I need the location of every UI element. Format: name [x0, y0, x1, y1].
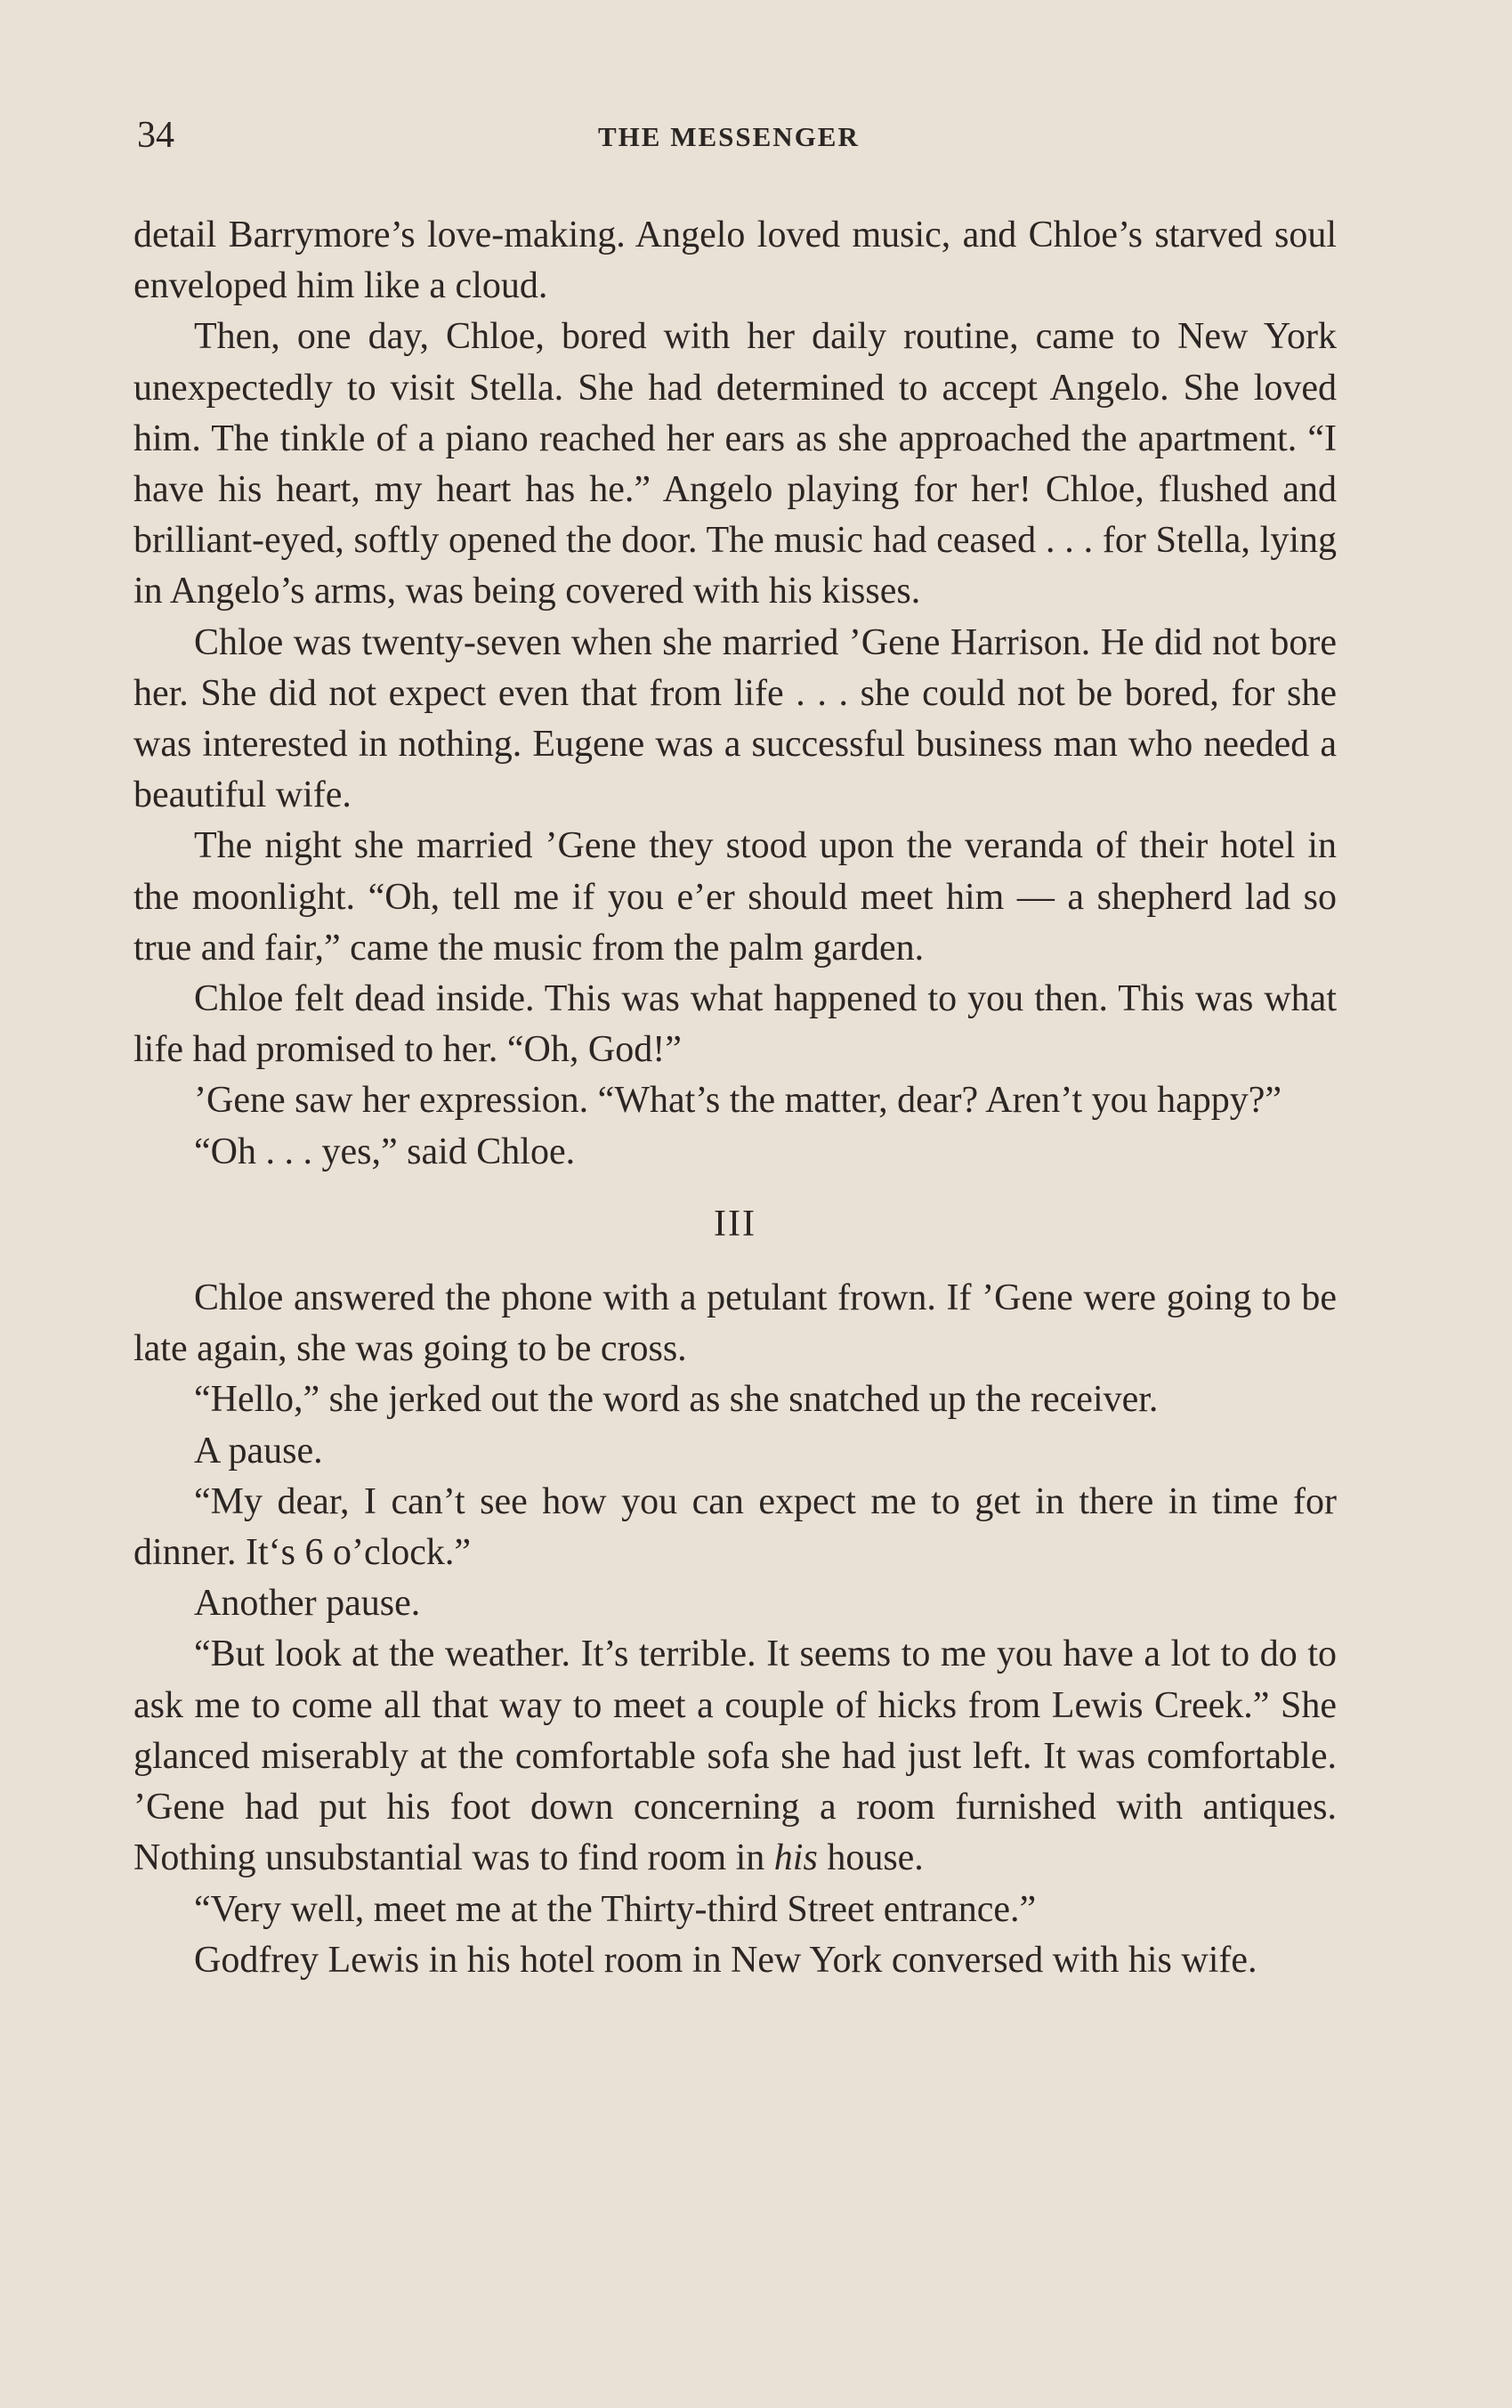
- paragraph: “My dear, I can’t see how you can expect me to get in there in time for dinner. It‘s 6 o’clock.”: [133, 1480, 1337, 1574]
- body-text: [133, 210, 1337, 1986]
- paragraph: Another pause.: [194, 1583, 421, 1625]
- running-head: [133, 114, 1337, 167]
- emphasis: his: [773, 1837, 818, 1879]
- paragraph: The night she married ’Gene they stood upon the veranda of their hotel in the moonlight. “Oh, tell me if you e’er should meet him — a shepherd lad so true and fair,” came the music from the palm garden.: [133, 825, 1337, 969]
- paragraph: “Hello,” she jerked out the word as she snatched up the receiver.: [194, 1379, 1159, 1421]
- paragraph-text: “But look at the weather. It’s terrible. It seems to me you have a lot to do to ask me to come all that way to meet a couple of hicks from Lewis Creek.” She glanced miserably at the comfortable sofa she had just left. It was comfortable. ’Gene had put his foot down concerning a room furnished with antiques. Nothing unsubstantial was to find room in: [133, 1634, 1337, 1879]
- paragraph: detail Barrymore’s love-making. Angelo loved music, and Chloe’s starved soul enveloped him like a cloud.: [133, 215, 1337, 307]
- journal-title: THE MESSENGER: [598, 121, 860, 152]
- paragraph: Then, one day, Chloe, bored with her daily routine, came to New York unexpectedly to visit Stella. She had determined to accept Angelo. She loved him. The tinkle of a piano reached her ears as she approached the apartment. “I have his heart, my heart has he.” Angelo playing for her! Chloe, flushed and brilliant-eyed, softly opened the door. The music had ceased . . . for Stella, lying in Angelo’s arms, was being covered with his kisses.: [133, 316, 1337, 612]
- section-heading: III: [714, 1203, 756, 1245]
- paragraph: A pause.: [194, 1430, 323, 1472]
- paragraph: “Oh . . . yes,” said Chloe.: [194, 1131, 576, 1172]
- paragraph: “Very well, meet me at the Thirty-third Street entrance.”: [194, 1888, 1037, 1930]
- paragraph: Godfrey Lewis in his hotel room in New York conversed with his wife.: [194, 1939, 1257, 1981]
- paragraph: Chloe was twenty-seven when she married ’Gene Harrison. He did not bore her. She did not expect even that from life . . . she could not be bored, for she was interested in nothing. Eugene was a successful business man who needed a beautiful wife.: [133, 621, 1337, 816]
- paragraph-text: house.: [817, 1837, 924, 1879]
- paragraph: Chloe felt dead inside. This was what happened to you then. This was what life had promised to her. “Oh, God!”: [133, 978, 1337, 1071]
- page-number: 34: [137, 115, 174, 156]
- paragraph: Chloe answered the phone with a petulant frown. If ’Gene were going to be late again, she was going to be cross.: [133, 1277, 1337, 1370]
- paragraph: [133, 1629, 1337, 1884]
- paragraph: ’Gene saw her expression. “What’s the matter, dear? Aren’t you happy?”: [194, 1080, 1282, 1122]
